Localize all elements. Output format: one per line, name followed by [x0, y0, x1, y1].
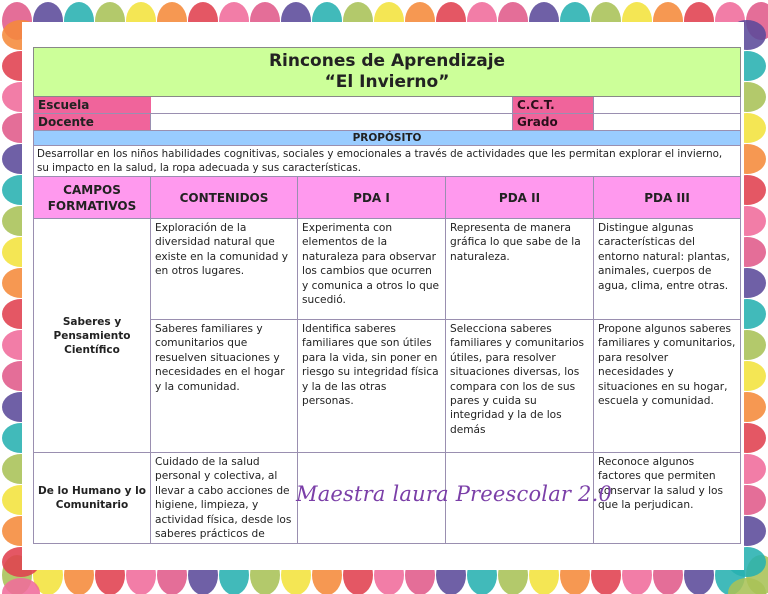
docente-label: Docente: [34, 114, 151, 131]
document-title: [34, 48, 741, 97]
pda1-cell: Experimenta con elementos de la naturaleza para observar los cambios que ocurren y comunica a otros lo que sucedió.: [298, 219, 446, 320]
escuela-label: Escuela: [34, 97, 151, 114]
grado-field[interactable]: [594, 114, 741, 131]
pda2-cell: Representa de manera gráfica lo que sabe de la naturaleza.: [446, 219, 594, 320]
cct-field[interactable]: [594, 97, 741, 114]
title-line-2: “El Invierno”: [324, 72, 450, 92]
header-pda-1: PDA I: [298, 177, 446, 219]
docente-row: [151, 114, 594, 131]
pda3-cell: Propone algunos saberes familiares y comunitarios, para resolver necesidades y situaciones en su hogar, escuela y comunidad.: [594, 320, 741, 453]
proposito-text: Desarrollar en los niños habilidades cognitivas, sociales y emocionales a través de actividades que les permitan explorar el invierno, su impacto en la salud, la ropa adecuada y sus características.: [34, 146, 741, 177]
title-line-1: Rincones de Aprendizaje: [268, 51, 506, 71]
grado-label: Grado: [513, 114, 593, 130]
proposito-heading: PROPÓSITO: [34, 131, 741, 146]
header-pda-3: PDA III: [594, 177, 741, 219]
contenido-cell: Exploración de la diversidad natural que existe en la comunidad y en otros lugares.: [151, 219, 298, 320]
escuela-row: [151, 97, 594, 114]
contenido-cell: Saberes familiares y comunitarios que resuelven situaciones y necesidades en el hogar y la comunidad.: [151, 320, 298, 453]
header-campos-formativos: CAMPOS FORMATIVOS: [34, 177, 151, 219]
pda3-cell: Reconoce algunos factores que permiten conservar la salud y los que la perjudican.: [594, 453, 741, 544]
watermark-text: Maestra laura Preescolar 2.0: [296, 482, 613, 506]
escuela-field[interactable]: [151, 97, 514, 113]
planning-table: [33, 47, 741, 544]
header-pda-2: PDA II: [446, 177, 594, 219]
campo-humano-comunitario: De lo Humano y lo Comunitario: [34, 453, 151, 544]
docente-field[interactable]: [151, 114, 513, 130]
pda3-cell: Distingue algunas características del entorno natural: plantas, animales, cuerpos de agua, clima, entre otras.: [594, 219, 741, 320]
cct-label: C.C.T.: [513, 97, 593, 113]
pda1-cell: Identifica saberes familiares que son útiles para la vida, sin poner en riesgo su integridad física y la de las otras personas.: [298, 320, 446, 453]
campo-saberes-pensamiento-cientifico: Saberes y Pensamiento Científico: [34, 219, 151, 453]
table-row: [34, 219, 741, 320]
pda2-cell: Selecciona saberes familiares y comunitarios útiles, para resolver situaciones diversas, los compara con los de sus pares y cuida su integridad y la de los demás: [446, 320, 594, 453]
header-contenidos: CONTENIDOS: [151, 177, 298, 219]
contenido-cell: Cuidado de la salud personal y colectiva, al llevar a cabo acciones de higiene, limpieza, y actividad física, desde los saberes prácticos de: [151, 453, 298, 544]
